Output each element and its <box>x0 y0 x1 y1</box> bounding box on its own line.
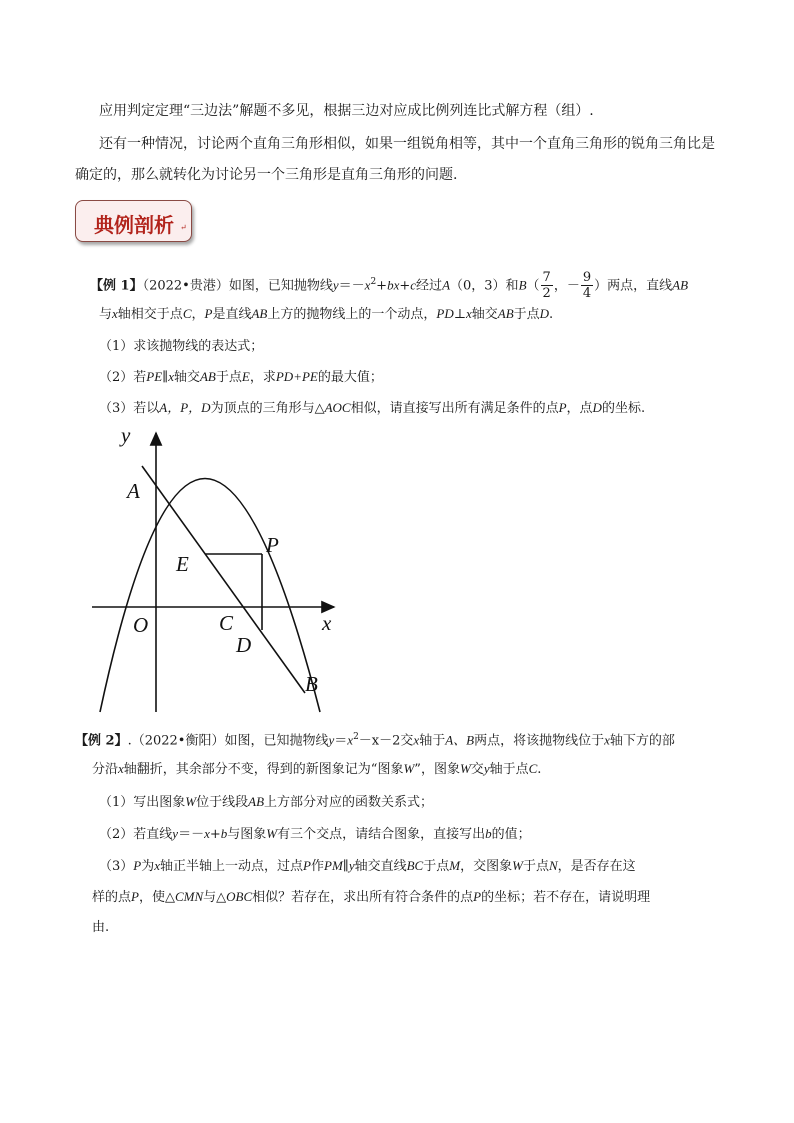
label-c: C <box>219 611 234 635</box>
parabola-figure <box>80 420 350 720</box>
fraction-9-4: $\frac{9}{4}$ <box>582 270 592 302</box>
section-badge-label: 典例剖析 <box>94 213 174 237</box>
intro-line-3: 确定的，那么就转化为讨论另一个三角形是直角三角形的问题. <box>75 167 458 183</box>
example1-question-2: （2）若PE∥x轴交AB于点E，求PD+PE的最大值； <box>99 369 383 385</box>
label-p: P <box>266 533 279 557</box>
label-a: A <box>127 479 140 503</box>
paragraph-mark-icon: ↵ <box>180 223 187 232</box>
intro-line-2: 还有一种情况，讨论两个直角三角形相似，如果一组锐角相等，其中一个直角三角形的锐角三角比是 <box>99 136 715 152</box>
example1-question-1: （1）求该抛物线的表达式； <box>99 339 264 354</box>
example2-question-3-cont: 样的点P，使△CMN与△OBC相似？若存在，求出所有符合条件的点P的坐标；若不存在，请说明理 <box>92 889 651 905</box>
example2-line-1: 【例 2】.（2022•衡阳）如图，已知抛物线$y=x^2-x-2$交x轴于A、B两点，将该抛物线位于x轴下方的部 <box>75 732 675 749</box>
example2-question-2: （2）若直线y＝－x+b与图象W有三个交点，请结合图象，直接写出b的值； <box>99 826 531 842</box>
example2-question-1: （1）写出图象W位于线段AB上方部分对应的函数关系式； <box>99 794 434 810</box>
example1-line-1: 【例 1】（2022•贵港）如图，已知抛物线$y=-x^2+bx+c$经过A（0，3）和B（ $\frac{7}{2}$ ，－ $\frac{9}{4}$ ）两点，直线AB <box>90 270 689 302</box>
label-d: D <box>236 633 252 657</box>
parabola-curve <box>100 479 320 713</box>
example1-line-2: 与x轴相交于点C，P是直线AB上方的抛物线上的一个动点，PD⊥x轴交AB于点D. <box>99 306 554 322</box>
example1-question-3: （3）若以A，P，D为顶点的三角形与△AOC相似，请直接写出所有满足条件的点P，点D的坐标. <box>99 400 646 416</box>
example2-question-3: （3）P为x轴正半轴上一动点，过点P作PM∥y轴交直线BC于点M，交图象W于点N，是否存在这 <box>99 858 636 874</box>
line-ab <box>142 466 305 693</box>
example2-line-2: 分沿x轴翻折，其余部分不变，得到的新图象记为“图象W”，图象W交y轴于点C. <box>92 761 542 777</box>
label-y: y <box>121 423 131 447</box>
label-o: O <box>133 613 149 637</box>
intro-line-1: 应用判定定理“三边法”解题不多见，根据三边对应成比例列连比式解方程（组）. <box>99 103 594 119</box>
example2-question-3-end: 由. <box>92 920 110 935</box>
label-x: x <box>322 611 332 635</box>
label-e: E <box>176 552 189 576</box>
section-badge <box>75 200 192 242</box>
fraction-7-2: $\frac{7}{2}$ <box>542 270 551 302</box>
label-b: B <box>305 672 318 696</box>
